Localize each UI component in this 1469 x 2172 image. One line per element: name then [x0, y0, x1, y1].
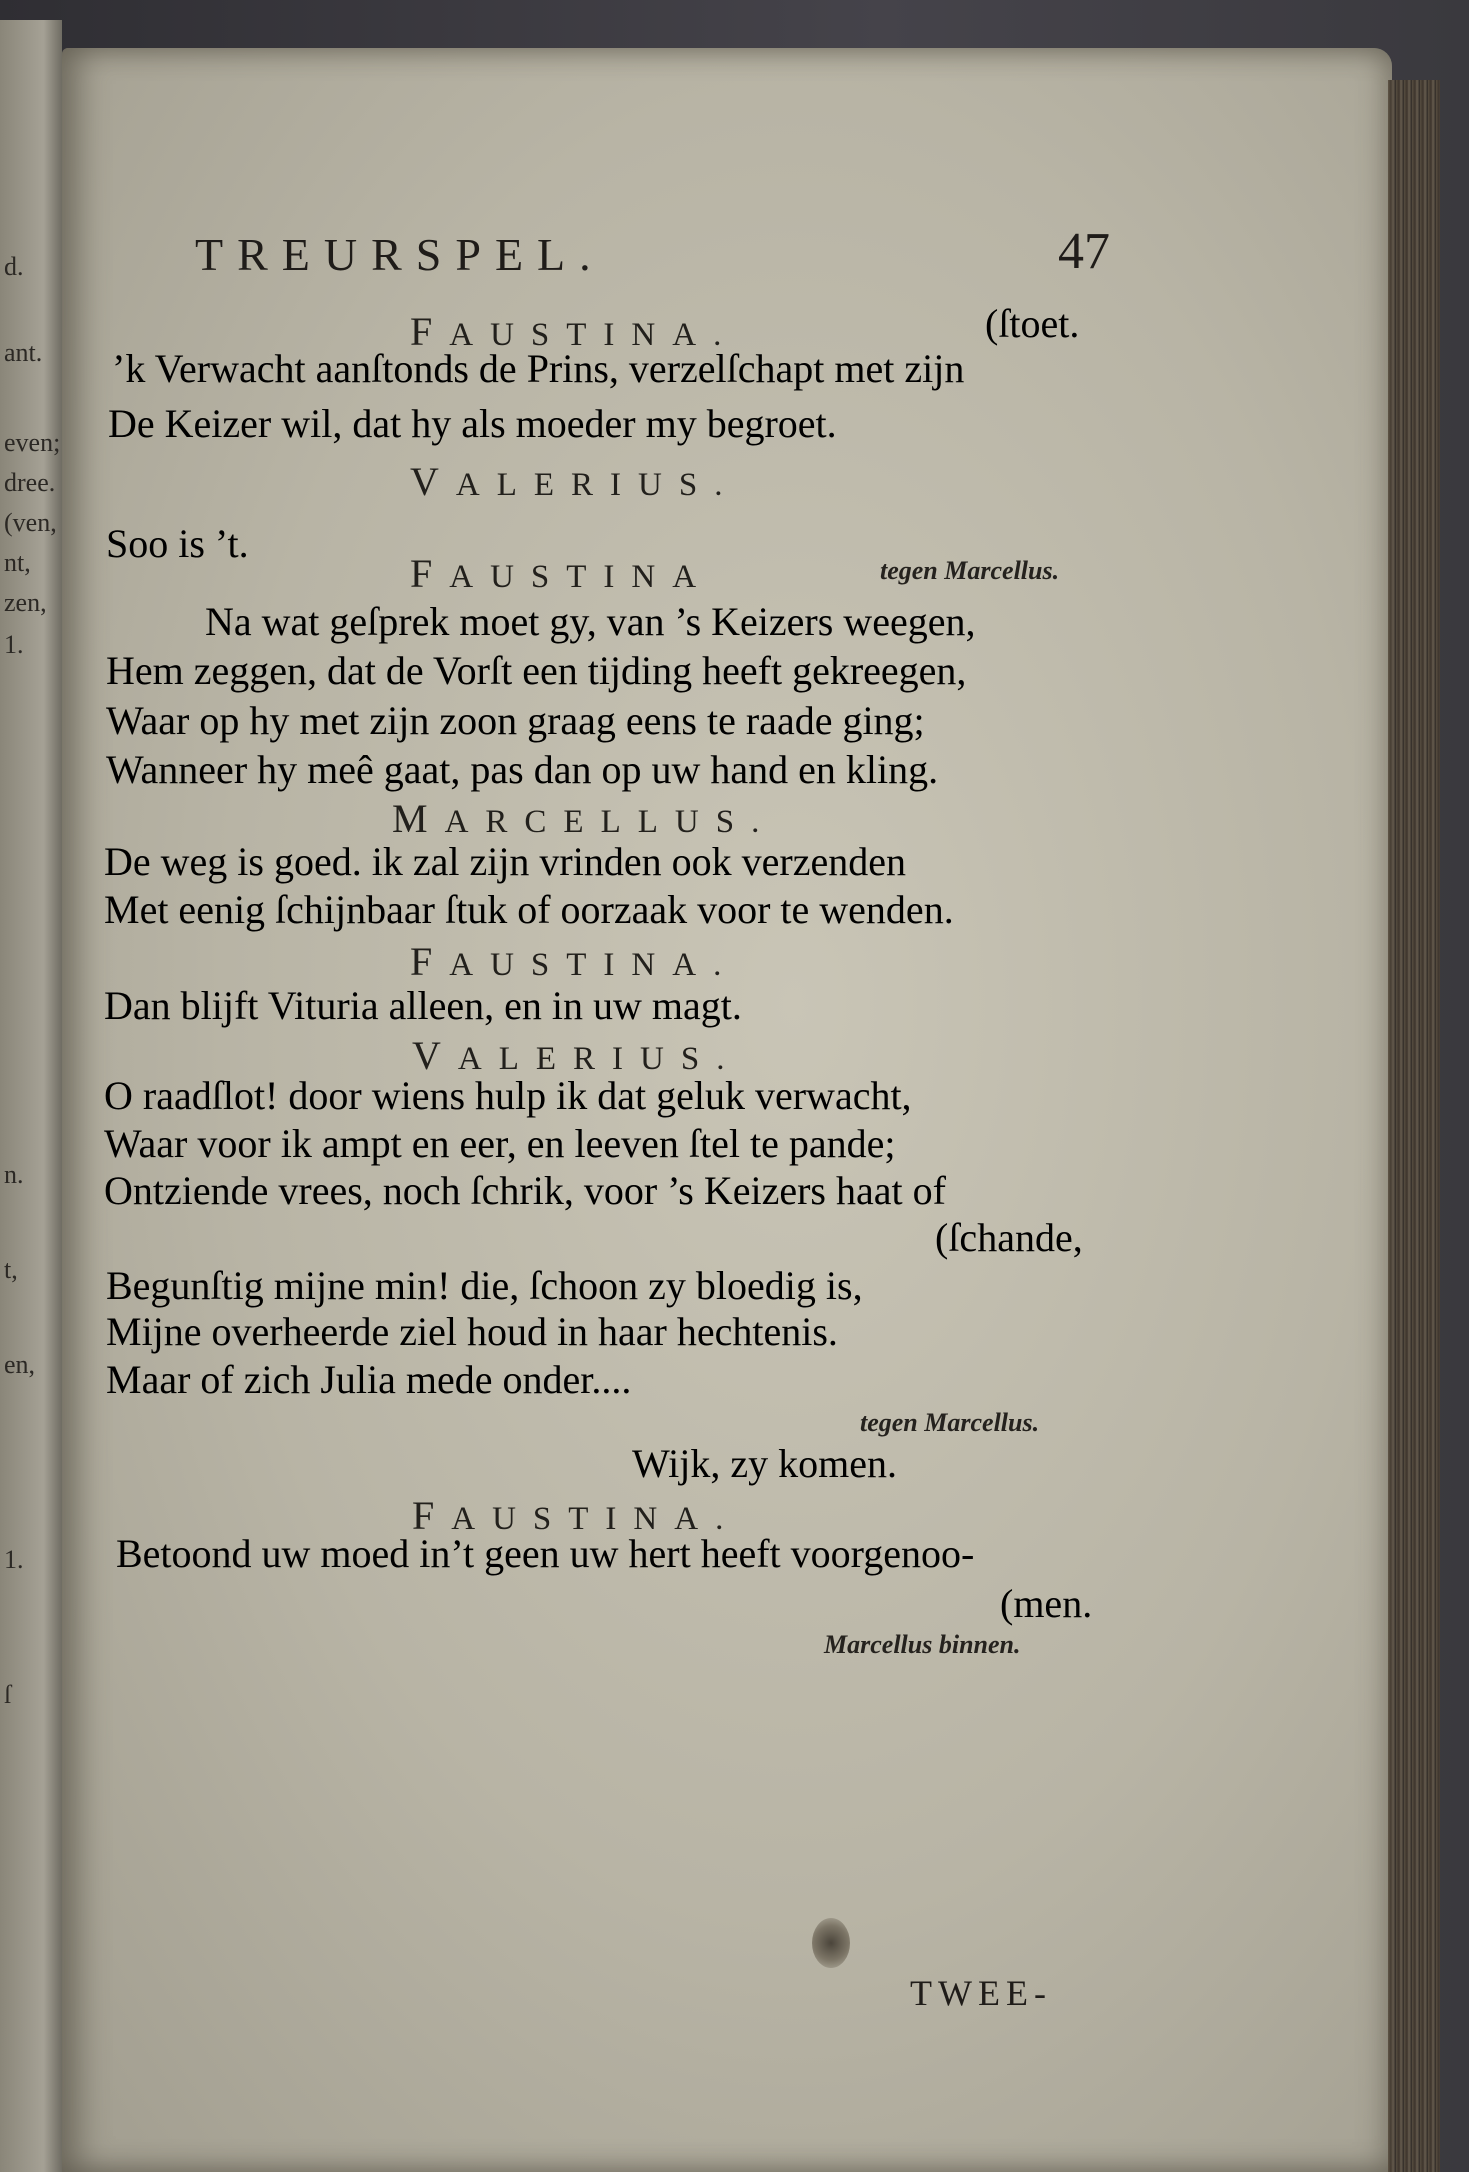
- verse-line: Maar of zich Julia mede onder....: [106, 1357, 632, 1402]
- speaker-label: FAUSTINA.: [410, 939, 739, 984]
- page-number: 47: [1058, 223, 1110, 280]
- verse-line: Waar voor ik ampt en eer, en leeven ſtel te pande;: [104, 1121, 896, 1166]
- facing-page-fragment: d.: [4, 252, 24, 281]
- facing-page-fragment: t,: [4, 1255, 18, 1284]
- ink-blot: [812, 1918, 850, 1968]
- facing-page-fragment: ſ: [4, 1680, 12, 1709]
- verse-line: Wanneer hy meê gaat, pas dan op uw hand en kling.: [106, 747, 939, 792]
- page-edges: [1388, 80, 1440, 2172]
- verse-line: Waar op hy met zijn zoon graag eens te raade ging;: [106, 698, 925, 743]
- verse-line: Dan blijft Vituria alleen, en in uw magt.: [104, 983, 742, 1028]
- verse-line: (men.: [1000, 1581, 1093, 1626]
- facing-page-fragment: 1.: [4, 630, 24, 659]
- verse-line: Soo is ’t.: [106, 521, 249, 566]
- verse-line: Begunſtig mijne min! die, ſchoon zy bloedig is,: [106, 1263, 863, 1308]
- stage-direction: Marcellus binnen.: [824, 1630, 1021, 1659]
- catchword: TWEE-: [910, 1973, 1052, 2013]
- speaker-label: MARCELLUS.: [392, 796, 777, 841]
- verse-line: De Keizer wil, dat hy als moeder my begroet.: [108, 401, 837, 446]
- verse-line: Ontziende vrees, noch ſchrik, voor ’s Keizers haat of: [104, 1168, 946, 1213]
- speaker-label: FAUSTINA.: [410, 309, 739, 354]
- speaker-label: VALERIUS.: [410, 459, 740, 504]
- facing-page-fragment: nt,: [4, 548, 31, 577]
- stage-direction: tegen Marcellus.: [860, 1408, 1040, 1437]
- verse-line: Met eenig ſchijnbaar ſtuk of oorzaak voor te wenden.: [104, 887, 954, 932]
- facing-page-fragment: 1.: [4, 1545, 24, 1574]
- running-head: TREURSPEL.: [195, 229, 605, 280]
- show-through-text: [140, 1560, 1093, 1820]
- verse-line: Na wat geſprek moet gy, van ’s Keizers weegen,: [205, 599, 976, 644]
- facing-page-fragment: dree.: [4, 468, 56, 497]
- speaker-label: VALERIUS.: [412, 1033, 742, 1078]
- verse-line: ’k Verwacht aanſtonds de Prins, verzelſchapt met zijn: [112, 346, 965, 391]
- speaker-label: FAUSTINA: [410, 551, 714, 596]
- verse-line: Hem zeggen, dat de Vorſt een tijding heeft gekreegen,: [106, 648, 967, 693]
- verse-line: Wijk, zy komen.: [632, 1441, 897, 1486]
- facing-page-fragment: n.: [4, 1160, 24, 1189]
- verse-line: (ſchande,: [935, 1215, 1083, 1260]
- verse-line: (ſtoet.: [985, 301, 1080, 346]
- verse-line: O raadſlot! door wiens hulp ik dat geluk verwacht,: [104, 1073, 912, 1118]
- verse-line: Mijne overheerde ziel houd in haar hechtenis.: [106, 1309, 838, 1354]
- verse-line: Betoond uw moed in’t geen uw hert heeft voorgenoo-: [116, 1531, 975, 1576]
- facing-page-fragment: zen,: [4, 588, 47, 617]
- facing-page-fragment: (ven,: [4, 508, 57, 537]
- speaker-label: FAUSTINA.: [412, 1493, 741, 1538]
- facing-page-fragment: en,: [4, 1350, 36, 1379]
- facing-page-fragment: ant.: [4, 338, 43, 367]
- stage-direction: tegen Marcellus.: [880, 556, 1060, 585]
- facing-page-fragment: even;: [4, 428, 61, 457]
- facing-page-edge: [0, 20, 62, 2172]
- verse-line: De weg is goed. ik zal zijn vrinden ook verzenden: [104, 839, 906, 884]
